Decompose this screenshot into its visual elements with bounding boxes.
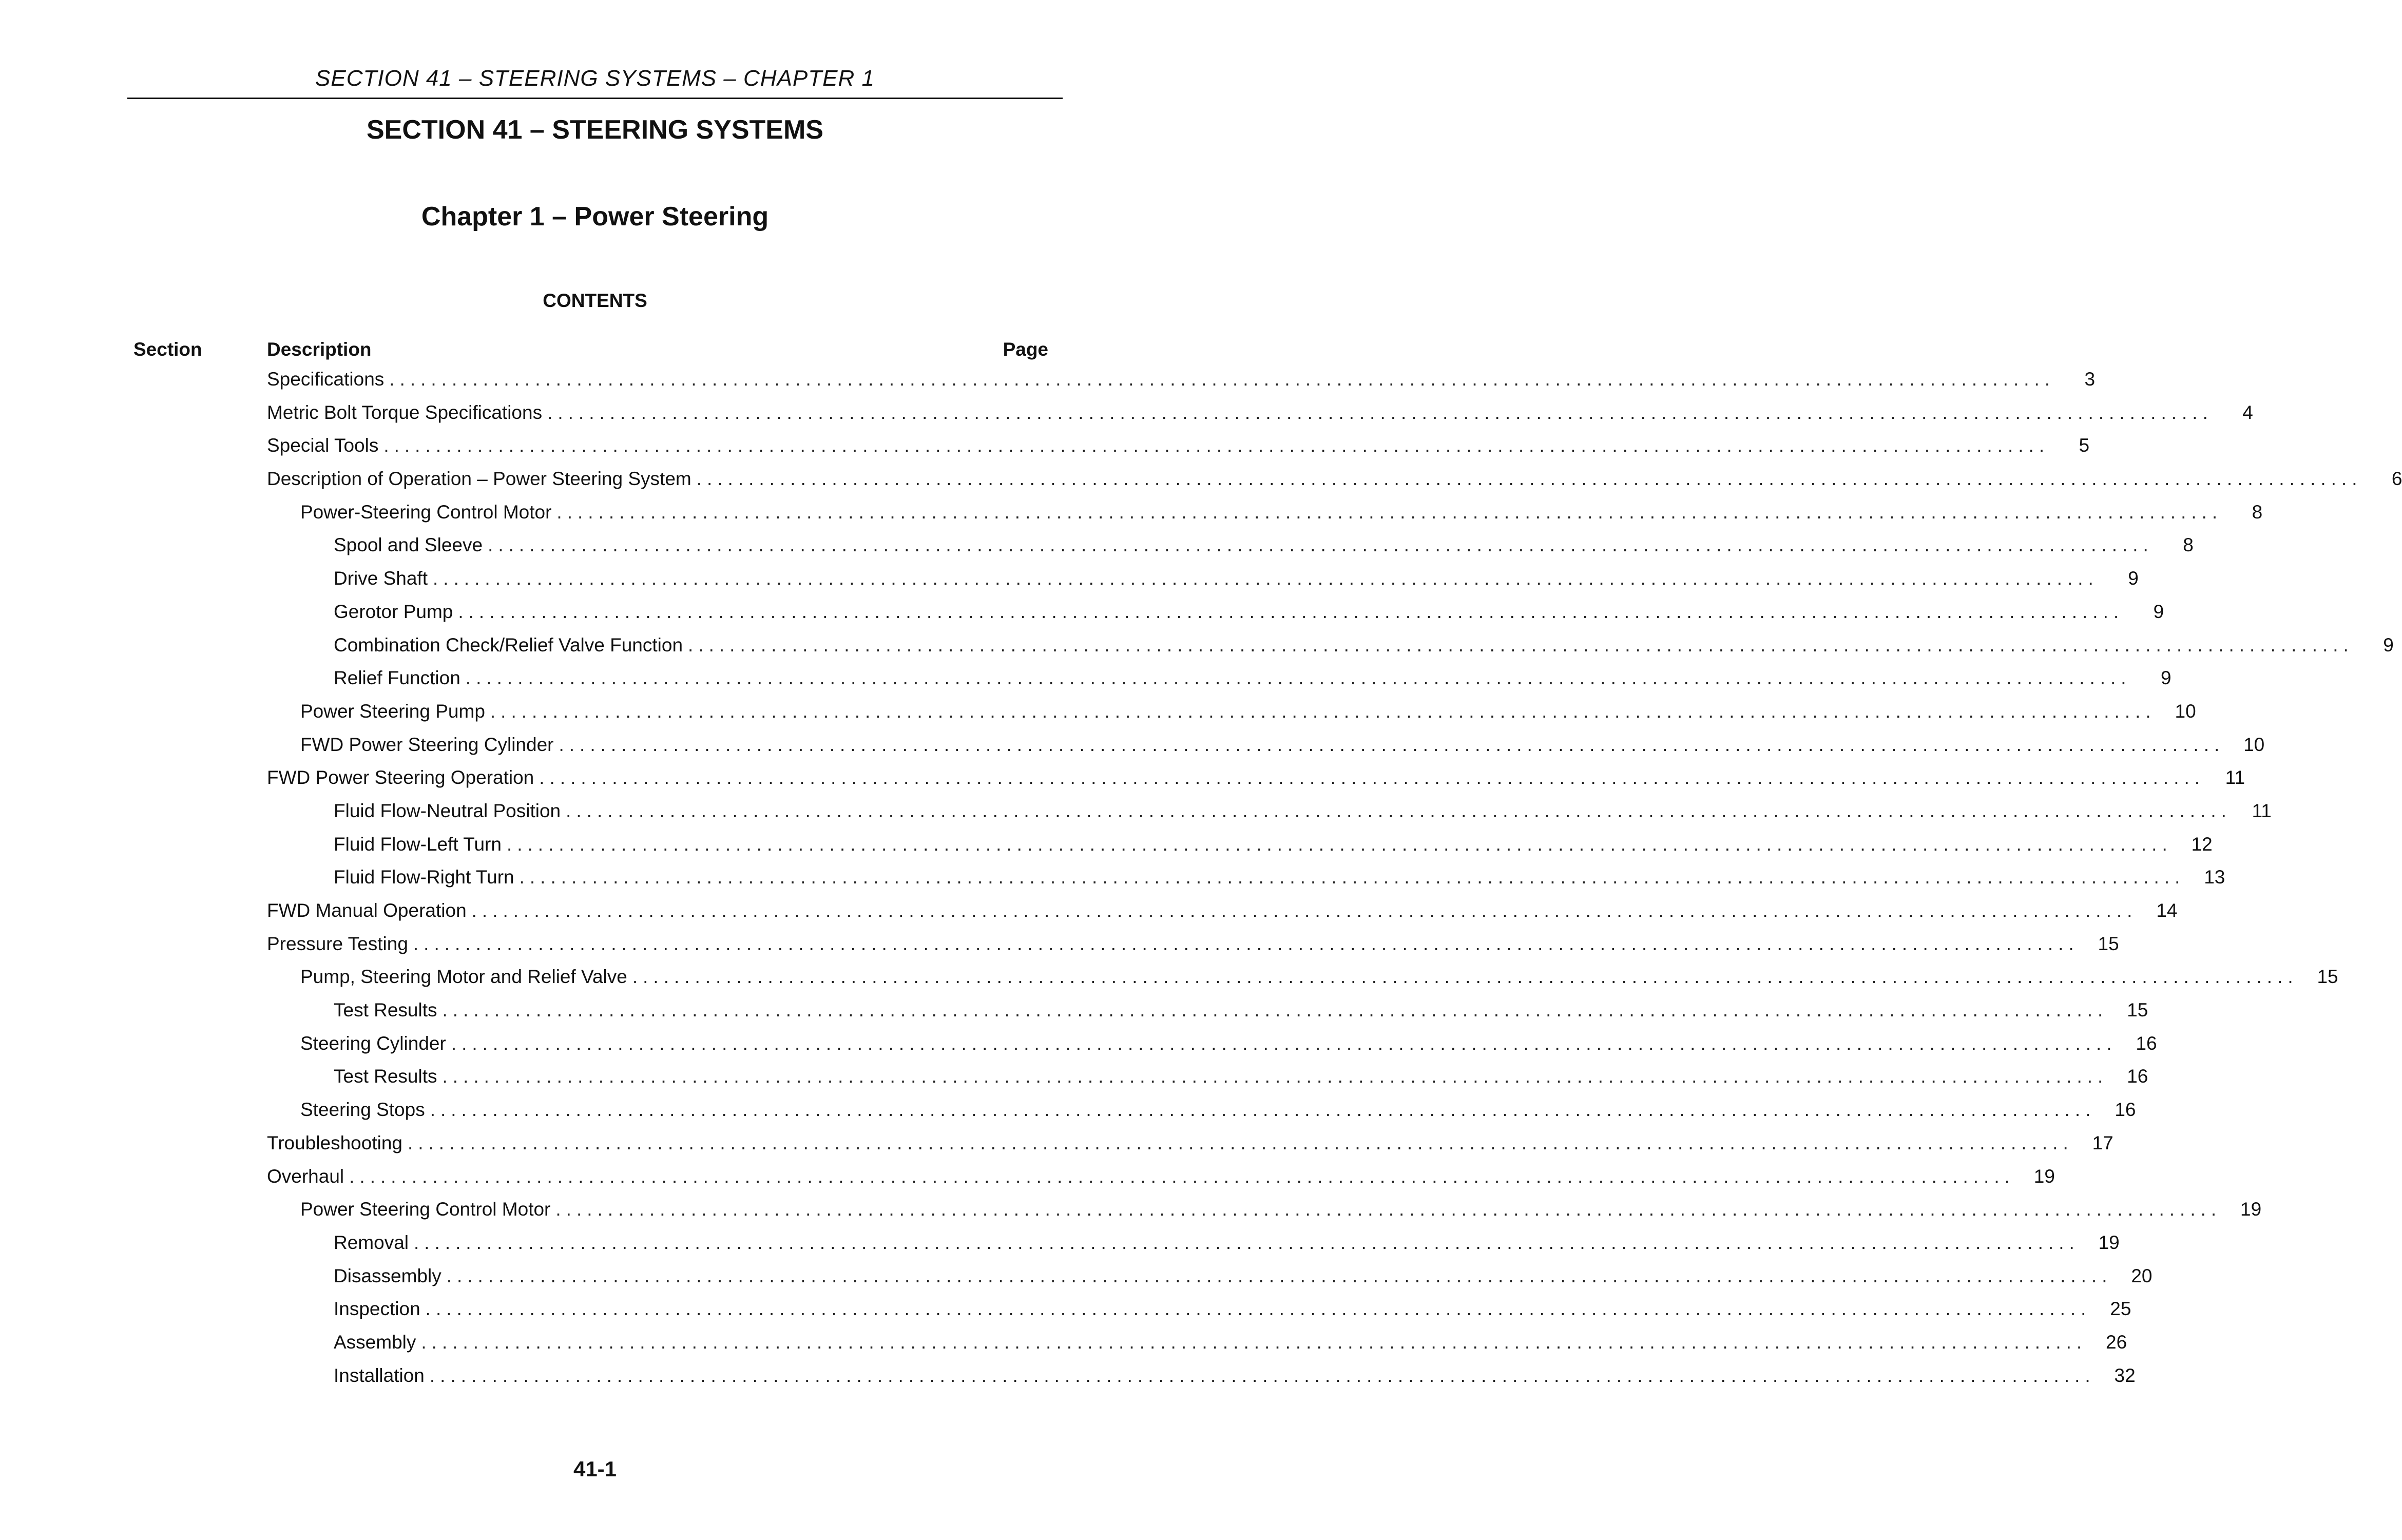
- toc-entry: [267, 667, 2172, 701]
- toc-entry-page: 9: [2128, 568, 2139, 589]
- toc-dot-leader: ................................................................................................................................................................: [471, 900, 2138, 921]
- toc-entry-title: Fluid Flow-Neutral Position: [334, 800, 561, 821]
- toc-dot-leader: ................................................................................................................................................................: [519, 867, 2185, 888]
- toc-entry: [267, 700, 2196, 734]
- toc-entry-title: Description of Operation – Power Steering System: [267, 468, 691, 490]
- toc-entry-title: Power Steering Control Motor: [300, 1199, 551, 1220]
- toc-entry-page: 17: [2092, 1132, 2113, 1153]
- toc-dot-leader: ................................................................................................................................................................: [430, 1099, 2096, 1121]
- toc-entry: [267, 867, 2225, 900]
- toc-entry-title: Assembly: [334, 1331, 416, 1353]
- toc-entry-page: 32: [2114, 1364, 2136, 1386]
- toc-entry: [267, 369, 2096, 402]
- toc-entry-title: FWD Power Steering Operation: [267, 767, 534, 788]
- toc-entry: [267, 1099, 2136, 1132]
- toc-entry-title: Inspection: [334, 1298, 420, 1320]
- toc-entry-page: 11: [2252, 800, 2272, 821]
- toc-entry-title: Special Tools: [267, 435, 379, 456]
- column-header-page: Page: [1003, 339, 1048, 360]
- toc-dot-leader: ................................................................................................................................................................: [429, 1364, 2096, 1386]
- toc-dot-leader: ................................................................................................................................................................: [442, 1066, 2108, 1087]
- toc-entry-page: 9: [2153, 601, 2164, 622]
- toc-dot-leader: ................................................................................................................................................................: [407, 1132, 2073, 1153]
- toc-entry-page: 15: [2317, 966, 2338, 988]
- toc-entry-page: 16: [2115, 1099, 2136, 1121]
- toc-entry: [267, 401, 2253, 435]
- running-head: SECTION 41 – STEERING SYSTEMS – CHAPTER 1: [315, 66, 875, 91]
- toc-entry-title: Drive Shaft: [334, 568, 428, 589]
- toc-entry: [267, 833, 2213, 867]
- toc-dot-leader: ................................................................................................................................................................: [433, 568, 2099, 589]
- toc-entry-page: 16: [2127, 1066, 2148, 1087]
- toc-dot-leader: ................................................................................................................................................................: [696, 468, 2362, 490]
- toc-entry-title: Steering Stops: [300, 1099, 425, 1121]
- toc-entry-page: 4: [2242, 401, 2253, 423]
- toc-entry: [267, 568, 2139, 601]
- toc-entry: [267, 1165, 2055, 1199]
- toc-entry-title: Spool and Sleeve: [334, 534, 483, 556]
- toc-dot-leader: ................................................................................................................................................................: [547, 401, 2213, 423]
- toc-entry-title: Fluid Flow-Left Turn: [334, 833, 502, 855]
- toc-entry-title: FWD Manual Operation: [267, 900, 467, 921]
- toc-entry: [267, 1364, 2136, 1398]
- toc-entry-title: Specifications: [267, 369, 385, 390]
- toc-dot-leader: ................................................................................................................................................................: [414, 1231, 2080, 1253]
- toc-dot-leader: ................................................................................................................................................................: [451, 1032, 2117, 1054]
- toc-entry: [267, 435, 2090, 468]
- toc-dot-leader: ................................................................................................................................................................: [413, 933, 2079, 954]
- toc-entry-page: 13: [2204, 867, 2225, 888]
- toc-entry-page: 16: [2136, 1032, 2157, 1054]
- toc-entry-page: 9: [2160, 667, 2172, 689]
- toc-dot-leader: ................................................................................................................................................................: [559, 734, 2225, 755]
- toc-dot-leader: ................................................................................................................................................................: [556, 501, 2223, 523]
- toc-entry: [267, 601, 2164, 634]
- toc-dot-leader: ................................................................................................................................................................: [425, 1298, 2091, 1320]
- toc-dot-leader: ................................................................................................................................................................: [488, 534, 2154, 556]
- toc-entry-page: 10: [2175, 700, 2196, 722]
- page-number: 41-1: [573, 1457, 617, 1481]
- toc-entry-title: Steering Cylinder: [300, 1032, 446, 1054]
- toc-entry-title: Combination Check/Relief Valve Function: [334, 634, 683, 656]
- toc-dot-leader: ................................................................................................................................................................: [421, 1331, 2087, 1353]
- toc-entry: [267, 1199, 2262, 1232]
- toc-entry-title: FWD Power Steering Cylinder: [300, 734, 554, 755]
- section-title: SECTION 41 – STEERING SYSTEMS: [367, 115, 823, 145]
- toc-entry-title: Pressure Testing: [267, 933, 408, 954]
- toc-entry: [267, 966, 2338, 999]
- toc-entry-title: Relief Function: [334, 667, 460, 689]
- toc-dot-leader: ................................................................................................................................................................: [490, 700, 2156, 722]
- toc-entry-page: 10: [2243, 734, 2265, 755]
- toc-entry-page: 11: [2225, 767, 2245, 788]
- toc-entry-title: Installation: [334, 1364, 425, 1386]
- toc-entry: [267, 1032, 2157, 1066]
- toc-entry: [267, 767, 2245, 800]
- toc-dot-leader: ................................................................................................................................................................: [349, 1165, 2015, 1187]
- toc-entry: [267, 933, 2119, 967]
- toc-entry-page: 12: [2191, 833, 2213, 855]
- toc-entry: [267, 734, 2265, 767]
- toc-entry: [267, 501, 2263, 535]
- toc-entry-title: Disassembly: [334, 1265, 441, 1286]
- toc-entry: [267, 1298, 2131, 1332]
- toc-dot-leader: ................................................................................................................................................................: [442, 999, 2108, 1021]
- toc-dot-leader: ................................................................................................................................................................: [389, 369, 2055, 390]
- toc-entry: [267, 1265, 2153, 1299]
- toc-dot-leader: ................................................................................................................................................................: [632, 966, 2298, 988]
- toc-dot-leader: ................................................................................................................................................................: [566, 800, 2232, 821]
- toc-entry-page: 8: [2252, 501, 2263, 523]
- toc-dot-leader: ................................................................................................................................................................: [383, 435, 2050, 456]
- toc-entry-title: Fluid Flow-Right Turn: [334, 867, 514, 888]
- toc-entry: [267, 800, 2272, 834]
- toc-entry-page: 15: [2098, 933, 2119, 954]
- toc-dot-leader: ................................................................................................................................................................: [506, 833, 2173, 855]
- toc-entry-page: 3: [2084, 369, 2096, 390]
- toc-entry-title: Troubleshooting: [267, 1132, 402, 1153]
- toc-entry: [267, 1066, 2148, 1099]
- toc-entry-page: 14: [2156, 900, 2178, 921]
- contents-title: CONTENTS: [543, 290, 647, 311]
- toc-entry-title: Metric Bolt Torque Specifications: [267, 401, 543, 423]
- toc-entry: [267, 900, 2178, 933]
- toc-entry-title: Test Results: [334, 999, 437, 1021]
- toc-entry: [267, 468, 2402, 502]
- toc-entry-page: 9: [2383, 634, 2394, 656]
- toc-entry: [267, 999, 2148, 1033]
- toc-entry-page: 8: [2183, 534, 2194, 556]
- toc-dot-leader: ................................................................................................................................................................: [458, 601, 2124, 622]
- toc-entry-title: Power Steering Pump: [300, 700, 485, 722]
- toc-entry-title: Power-Steering Control Motor: [300, 501, 552, 523]
- toc-dot-leader: ................................................................................................................................................................: [465, 667, 2131, 689]
- table-of-contents: [267, 369, 2402, 1398]
- toc-entry: [267, 1231, 2120, 1265]
- toc-entry-page: 6: [2391, 468, 2402, 490]
- toc-entry-page: 19: [2033, 1165, 2055, 1187]
- toc-entry-title: Removal: [334, 1231, 409, 1253]
- toc-entry: [267, 1132, 2113, 1166]
- toc-entry-title: Pump, Steering Motor and Relief Valve: [300, 966, 627, 988]
- toc-entry-page: 19: [2240, 1199, 2262, 1220]
- header-rule: [127, 98, 1063, 99]
- toc-entry-page: 26: [2106, 1331, 2127, 1353]
- toc-entry-title: Gerotor Pump: [334, 601, 453, 622]
- toc-entry-page: 15: [2127, 999, 2148, 1021]
- toc-entry: [267, 634, 2394, 668]
- toc-entry-title: Test Results: [334, 1066, 437, 1087]
- toc-dot-leader: ................................................................................................................................................................: [688, 634, 2354, 656]
- toc-entry-page: 5: [2079, 435, 2090, 456]
- column-header-section: Section: [133, 339, 202, 360]
- chapter-title: Chapter 1 – Power Steering: [421, 202, 769, 232]
- toc-entry-page: 19: [2098, 1231, 2120, 1253]
- toc-entry-page: 25: [2110, 1298, 2131, 1320]
- toc-dot-leader: ................................................................................................................................................................: [555, 1199, 2222, 1220]
- toc-entry: [267, 534, 2194, 568]
- toc-dot-leader: ................................................................................................................................................................: [446, 1265, 2112, 1286]
- toc-entry-page: 20: [2131, 1265, 2153, 1286]
- toc-dot-leader: ................................................................................................................................................................: [539, 767, 2205, 788]
- column-header-description: Description: [267, 339, 372, 360]
- toc-entry: [267, 1331, 2127, 1365]
- toc-entry-title: Overhaul: [267, 1165, 344, 1187]
